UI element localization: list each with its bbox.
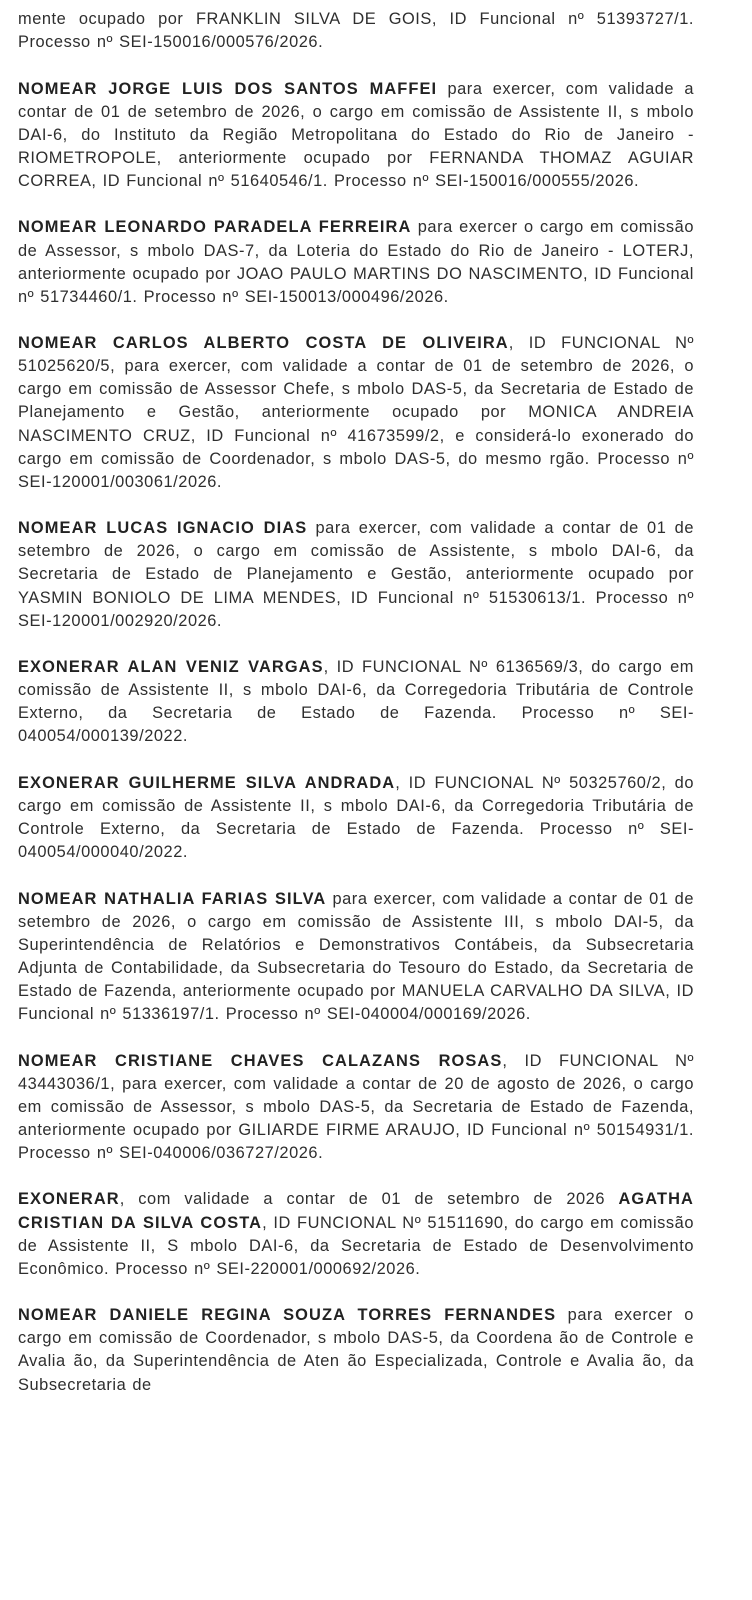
- act-heading-text: NOMEAR JORGE LUIS DOS SANTOS MAFFEI: [18, 79, 438, 98]
- act-body-text: para exercer, com validade a contar de 01 de setembro de 2026, o cargo em comissão de Assistente, s mbolo DAI-6, da Secretaria de Estado de Planejamento e Gestão, anteriormente ocupado por YASMIN BONIOLO DE LIMA MENDES, ID Funcional nº 51530613/1. Processo nº SEI-120001/002920/2026.: [18, 519, 694, 630]
- act-body-text: para exercer o cargo em comissão de Coordenador, s mbolo DAS-5, da Coordena ão de Controle e Avalia ão, da Superintendência de Aten ão Especializada, Controle e Avalia ão, da Subsecretaria de: [18, 1306, 694, 1394]
- act-paragraph: [18, 216, 694, 308]
- document-page: [18, 8, 694, 1420]
- act-paragraph: [18, 332, 694, 494]
- act-paragraph: [18, 1188, 694, 1280]
- act-body-text: , ID FUNCIONAL Nº 51025620/5, para exercer, com validade a contar de 01 de setembro de 2026, o cargo em comissão de Assessor Chefe, s mbolo DAS-5, da Secretaria de Estado de Planejamento e Gestão, anteriormente ocupado por MONICA ANDREIA NASCIMENTO CRUZ, ID Funcional nº 41673599/2, e considerá-lo exonerado do cargo em comissão de Coordenador, s mbolo DAS-5, do mesmo rgão. Processo nº SEI-120001/003061/2026.: [18, 334, 694, 491]
- act-body-text: , ID FUNCIONAL Nº 43443036/1, para exercer, com validade a contar de 20 de agosto de 2026, o cargo em comissão de Assessor, s mbolo DAS-5, da Secretaria de Estado de Fazenda, anteriormente ocupado por GILIARDE FIRME ARAUJO, ID Funcional nº 50154931/1. Processo nº SEI-040006/036727/2026.: [18, 1051, 694, 1162]
- act-heading-text: EXONERAR: [18, 1190, 120, 1209]
- act-body-text: , com validade a contar de 01 de setembro de 2026: [119, 1190, 619, 1209]
- act-body-text: , ID FUNCIONAL Nº 51511690, do cargo em comissão de Assistente II, S mbolo DAI-6, da Secretaria de Estado de Desenvolvimento Econômico. Processo nº SEI-220001/000692/2026.: [18, 1213, 694, 1278]
- act-heading-text: EXONERAR GUILHERME SILVA ANDRADA: [18, 773, 396, 792]
- act-heading-text: AGATHA CRISTIAN DA SILVA COSTA: [18, 1190, 694, 1232]
- act-paragraph: [18, 772, 694, 864]
- act-paragraph: [18, 78, 694, 193]
- act-paragraph: [18, 517, 694, 632]
- act-paragraph: [18, 1304, 694, 1396]
- act-body-text: , ID FUNCIONAL Nº 50325760/2, do cargo em comissão de Assistente II, s mbolo DAI-6, da Corregedoria Tributária de Controle Externo, da Secretaria de Estado de Fazenda. Processo nº SEI-040054/000040/2022.: [18, 773, 694, 862]
- act-heading-text: EXONERAR ALAN VENIZ VARGAS: [18, 658, 324, 677]
- act-paragraph: [18, 1050, 694, 1165]
- act-heading-text: NOMEAR CRISTIANE CHAVES CALAZANS ROSAS: [18, 1051, 503, 1070]
- act-heading-text: NOMEAR NATHALIA FARIAS SILVA: [18, 889, 327, 908]
- act-body-text: , ID FUNCIONAL Nº 6136569/3, do cargo em comissão de Assistente II, s mbolo DAI-6, da Corregedoria Tributária de Controle Externo, da Secretaria de Estado de Fazenda. Processo nº SEI-040054/000139/2022.: [18, 658, 694, 746]
- act-paragraph: [18, 8, 694, 54]
- act-paragraph: [18, 888, 694, 1027]
- act-body-text: para exercer o cargo em comissão de Assessor, s mbolo DAS-7, da Loteria do Estado do Rio de Janeiro - LOTERJ, anteriormente ocupado por JOAO PAULO MARTINS DO NASCIMENTO, ID Funcional nº 51734460/1. Processo nº SEI-150013/000496/2026.: [18, 218, 694, 306]
- act-heading-text: NOMEAR CARLOS ALBERTO COSTA DE OLIVEIRA: [18, 334, 509, 353]
- act-heading-text: NOMEAR LEONARDO PARADELA FERREIRA: [18, 218, 412, 237]
- act-heading-text: NOMEAR DANIELE REGINA SOUZA TORRES FERNANDES: [18, 1306, 557, 1325]
- act-body-text: mente ocupado por FRANKLIN SILVA DE GOIS, ID Funcional nº 51393727/1. Processo nº SEI-150016/000576/2026.: [18, 10, 694, 52]
- act-heading-text: NOMEAR LUCAS IGNACIO DIAS: [18, 519, 308, 538]
- act-body-text: para exercer, com validade a contar de 01 de setembro de 2026, o cargo em comissão de Assistente III, s mbolo DAI-5, da Superintendência de Relatórios e Demonstrativos Contábeis, da Subsecretaria Adjunta de Contabilidade, da Subsecretaria do Tesouro do Estado, da Secretaria de Estado de Fazenda, anteriormente ocupado por MANUELA CARVALHO DA SILVA, ID Funcional nº 51336197/1. Processo nº SEI-040004/000169/2026.: [18, 889, 694, 1024]
- act-paragraph: [18, 656, 694, 748]
- act-body-text: para exercer, com validade a contar de 01 de setembro de 2026, o cargo em comissão de Assistente II, s mbolo DAI-6, do Instituto da Região Metropolitana do Estado do Rio de Janeiro - RIOMETROPOLE, anteriormente ocupado por FERNANDA THOMAZ AGUIAR CORREA, ID Funcional nº 51640546/1. Processo nº SEI-150016/000555/2026.: [18, 79, 695, 190]
